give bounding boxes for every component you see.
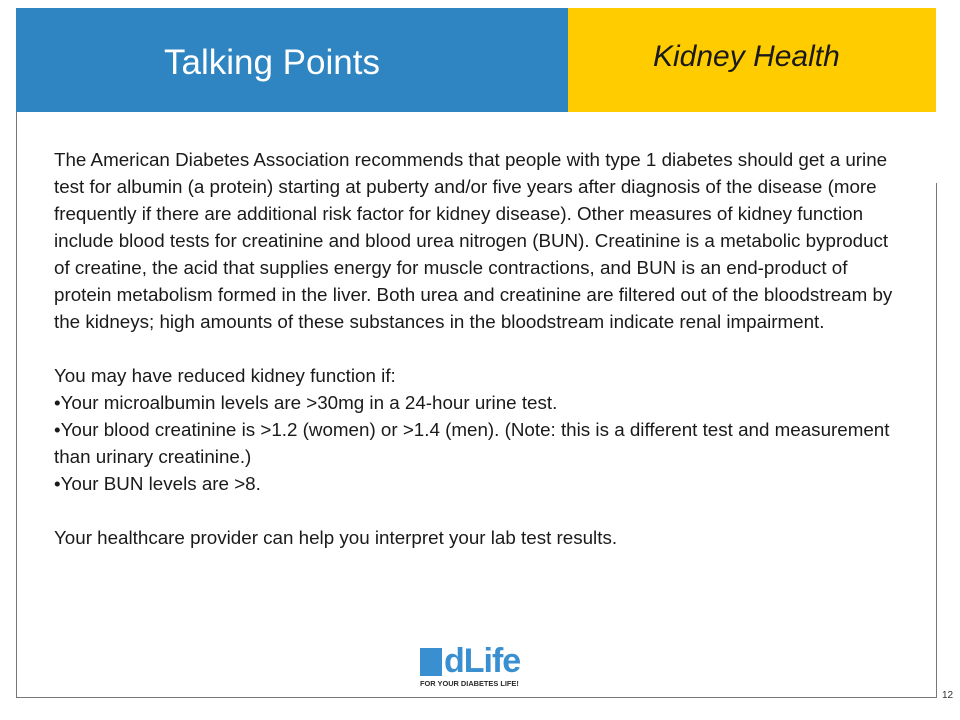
frame-bottom-border bbox=[16, 697, 937, 698]
page-title: Talking Points bbox=[164, 43, 380, 82]
bullet-bun: •Your BUN levels are >8. bbox=[54, 473, 261, 494]
logo-d-block bbox=[420, 648, 442, 676]
bullet-creatinine: •Your blood creatinine is >1.2 (women) or >1.4 (men). (Note: this is a different test and measurement than urinary creatinine.) bbox=[54, 419, 890, 467]
logo-tagline: FOR YOUR DIABETES LIFE! bbox=[420, 679, 519, 688]
intro-paragraph: The American Diabetes Association recommends that people with type 1 diabetes should get a urine test for albumin (a protein) starting at puberty and/or five years after diagnosis of the disease (more frequently if there are additional risk factor for kidney disease). Other measures of kidney function include blood tests for creatinine and blood urea nitrogen (BUN). Creatinine is a metabolic byproduct of creatine, the acid that supplies energy for muscle contractions, and BUN is an end-product of protein metabolism formed in the liver. Both urea and creatinine are filtered out of the bloodstream by the kidneys; high amounts of these substances in the bloodstream indicate renal impairment. bbox=[54, 149, 893, 332]
list-intro: You may have reduced kidney function if: bbox=[54, 365, 396, 386]
bullet-microalbumin: •Your microalbumin levels are >30mg in a 24-hour urine test. bbox=[54, 392, 558, 413]
closing-sentence: Your healthcare provider can help you interpret your lab test results. bbox=[54, 527, 618, 548]
topic-banner bbox=[568, 8, 936, 112]
frame-right-border bbox=[936, 183, 937, 698]
page-number: 12 bbox=[942, 690, 954, 701]
title-banner bbox=[16, 8, 568, 112]
frame-left-border bbox=[16, 112, 17, 698]
dlife-logo bbox=[420, 644, 542, 690]
body-content bbox=[54, 146, 904, 551]
topic-title: Kidney Health bbox=[653, 40, 840, 73]
logo-wordmark: dLife bbox=[444, 642, 521, 680]
